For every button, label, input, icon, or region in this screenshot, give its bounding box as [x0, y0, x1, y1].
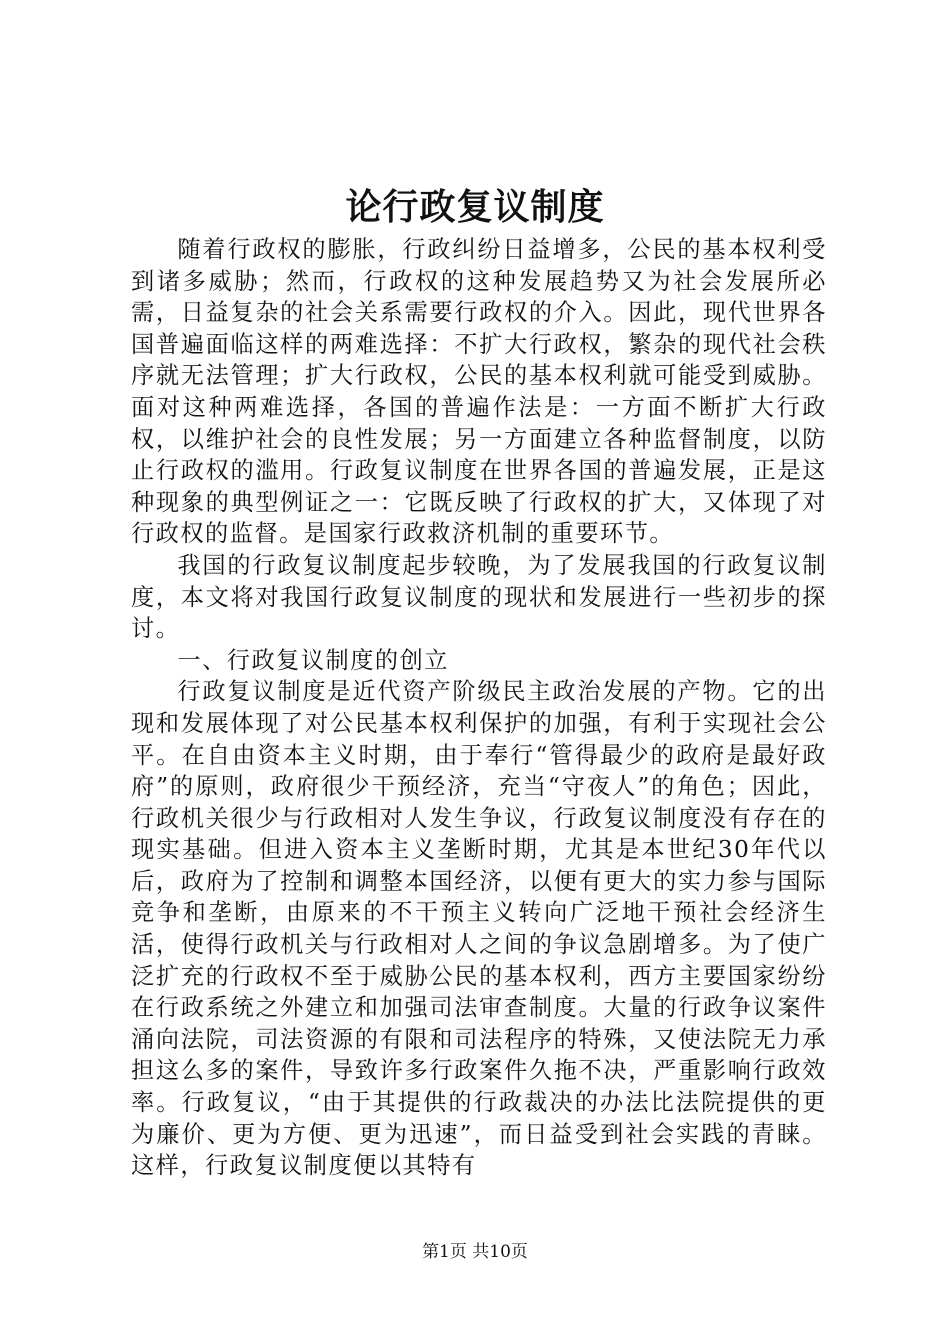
paragraph: 我国的行政复议制度起步较晚，为了发展我国的行政复议制度，本文将对我国行政复议制度的现状和发展进行一些初步的探讨。: [131, 551, 827, 643]
paragraph: 行政复议制度是近代资产阶级民主政治发展的产物。它的出现和发展体现了对公民基本权利保护的加强，有利于实现社会公平。在自由资本主义时期，由于奉行“管得最少的政府是最好政府”的原则，政府很少干预经济，充当“守夜人”的角色；因此，行政机关很少与行政相对人发生争议，行政复议制度没有存在的现实基础。但进入资本主义垄断时期，尤其是本世纪30年代以后，政府为了控制和调整本国经济，以便有更大的实力参与国际竞争和垄断，由原来的不干预主义转向广泛地干预社会经济生活，使得行政机关与行政相对人之间的争议急剧增多。为了使广泛扩充的行政权不至于威胁公民的基本权利，西方主要国家纷纷在行政系统之外建立和加强司法审查制度。大量的行政争议案件涌向法院，司法资源的有限和司法程序的特殊，又使法院无力承担这么多的案件，导致许多行政案件久拖不决，严重影响行政效率。行政复议，“由于其提供的行政裁决的办法比法院提供的更为廉价、更为方便、更为迅速”，而日益受到社会实践的青睐。这样，行政复议制度便以其特有: [131, 678, 827, 1180]
document-title: 论行政复议制度: [345, 186, 605, 228]
section-heading: 一、行政复议制度的创立: [177, 646, 449, 674]
document-body: [131, 234, 827, 1182]
page-number: 第1页 共10页: [422, 1242, 528, 1262]
paragraph: 随着行政权的膨胀，行政纠纷日益增多，公民的基本权利受到诸多威胁；然而，行政权的这种发展趋势又为社会发展所必需，日益复杂的社会关系需要行政权的介入。因此，现代世界各国普遍面临这样的两难选择：不扩大行政权，繁杂的现代社会秩序就无法管理；扩大行政权，公民的基本权利就可能受到威胁。面对这种两难选择，各国的普遍作法是：一方面不断扩大行政权，以维护社会的良性发展；另一方面建立各种监督制度，以防止行政权的滥用。行政复议制度在世界各国的普遍发展，正是这种现象的典型例证之一：它既反映了行政权的扩大，又体现了对行政权的监督。是国家行政救济机制的重要环节。: [131, 236, 827, 548]
